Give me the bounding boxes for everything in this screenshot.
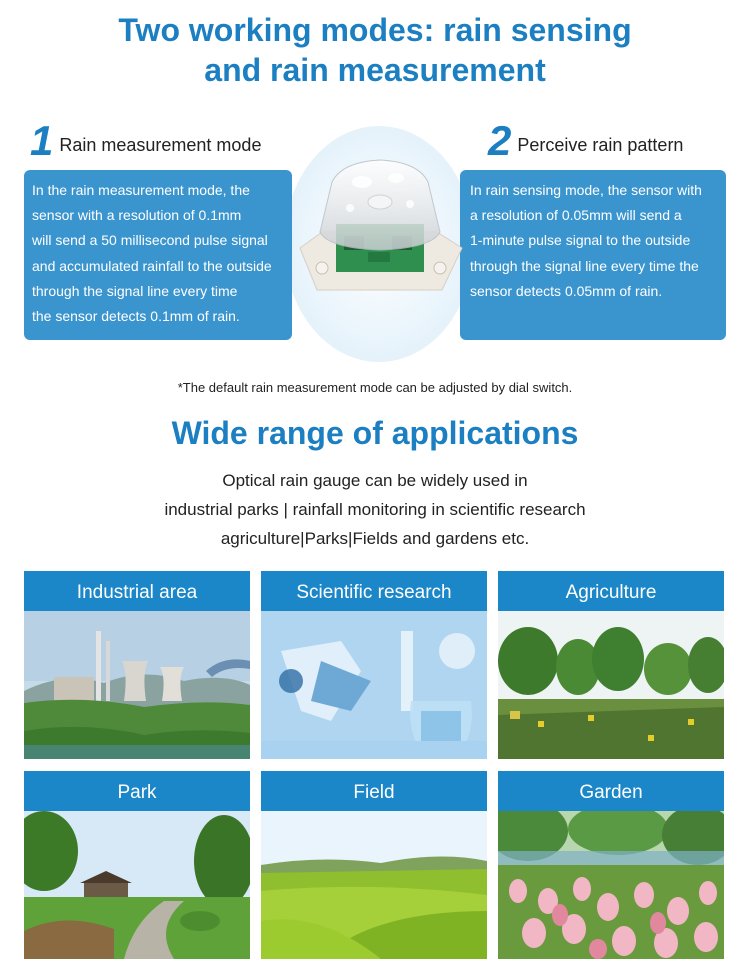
mode2-line: In rain sensing mode, the sensor with [470,182,702,198]
card-label: Scientific research [261,571,487,611]
applications-title: Wide range of applications [171,415,579,451]
mode1-label: Rain measurement mode [59,135,262,155]
mode1-heading [30,118,261,162]
card-label: Field [261,771,487,811]
mode1-number: 1 [30,117,54,164]
mode1-line: In the rain measurement mode, the [32,182,250,198]
mode2-line: through the signal line every time the [470,257,699,274]
mode2-line: 1-minute pulse signal to the outside [470,232,691,249]
card-label: Industrial area [24,571,250,611]
card-label: Agriculture [498,571,724,611]
garden-photo [498,811,724,959]
card-garden [498,771,724,959]
main-title-line2: and rain measurement [204,52,546,88]
applications-description-line: industrial parks | rainfall monitoring in scientific research [164,500,586,519]
park-photo [24,811,250,959]
applications-description-line: Optical rain gauge can be widely used in [222,471,528,490]
applications-description-line: agriculture|Parks|Fields and gardens etc. [220,529,530,548]
science-photo [261,611,487,759]
mode2-number: 2 [488,117,512,164]
agriculture-photo [498,611,724,759]
footnote: *The default rain measurement mode can be adjusted by dial switch. [177,380,573,395]
mode1-line: sensor with a resolution of 0.1mm [32,207,242,224]
card-industrial-area [24,571,250,759]
card-label: Park [24,771,250,811]
mode1-line: and accumulated rainfall to the outside [32,257,272,274]
mode1-description-box [24,170,292,340]
field-photo [261,811,487,959]
mode2-line: a resolution of 0.05mm will send a [470,207,682,224]
mode2-heading [488,118,683,162]
card-field [261,771,487,959]
mode2-line: sensor detects 0.05mm of rain. [470,282,663,299]
mode2-description-box [460,170,726,340]
card-label: Garden [498,771,724,811]
card-agriculture [498,571,724,759]
rain-sensor-image [292,152,467,312]
mode1-line: will send a 50 millisecond pulse signal [32,232,268,249]
card-scientific-research [261,571,487,759]
main-title-line1: Two working modes: rain sensing [118,12,632,48]
card-park [24,771,250,959]
mode2-label: Perceive rain pattern [517,135,684,155]
industrial-photo [24,611,250,759]
mode1-line: the sensor detects 0.1mm of rain. [32,308,240,325]
mode1-line: through the signal line every time [32,282,238,299]
